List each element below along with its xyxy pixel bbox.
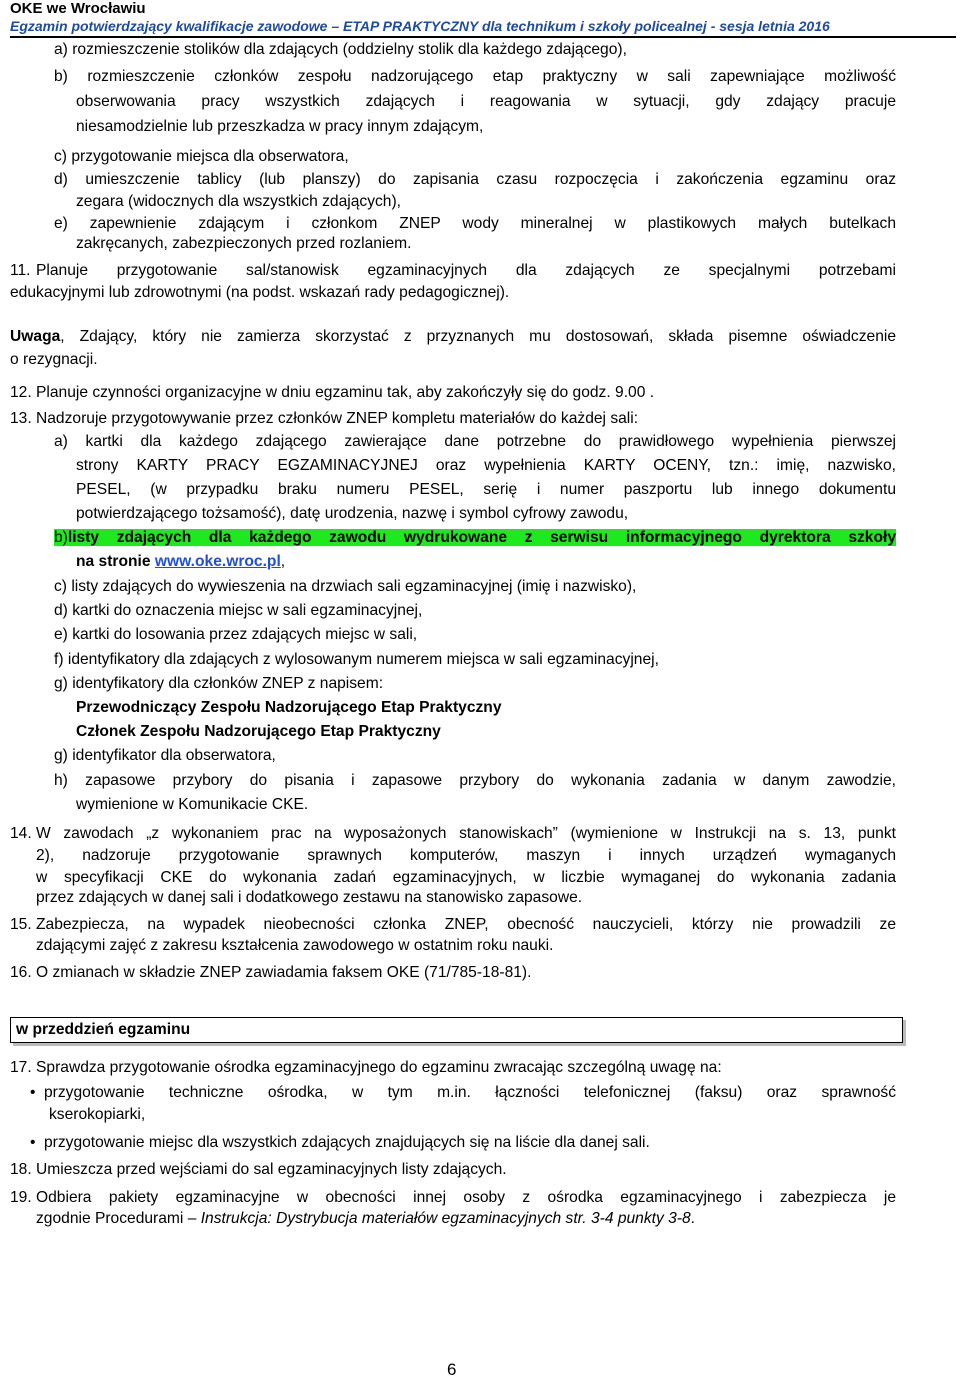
list-item-b-line2: obserwowania pracy wszystkich zdających i reagowania w sytuacji, gdy zdający pracuje [76,93,896,110]
item-17-bullet1-line2: kserokopiarki, [49,1106,146,1123]
item-13-a-line4: potwierdzającego tożsamość), datę urodzenia, nazwę i symbol cyfrowy zawodu, [76,505,629,522]
item-14-line1: W zawodach „z wykonaniem prac na wyposażonych stanowiskach” (wymienione w Instrukcji na s. 13, punkt [36,825,896,842]
list-item-d-line2: zegara (widocznych dla wszystkich zdających), [76,193,401,210]
item-14-number: 14. [10,825,32,842]
item-13-e: e) kartki do losowania przez zdających miejsc w sali, [54,626,418,643]
oke-website-link[interactable]: www.oke.wroc.pl [154,553,281,570]
header-subtitle: Egzamin potwierdzający kwalifikacje zawodowe – ETAP PRAKTYCZNY dla technikum i szkoły policealnej - sesja letnia 2016 [10,18,830,34]
item-13-b-text: listy zdających dla każdego zawodu wydrukowane z serwisu informacyjnego dyrektora szkoły [67,529,896,546]
item-15-number: 15. [10,916,32,933]
item-11-line1: Planuje przygotowanie sal/stanowisk egzaminacyjnych dla zdających ze specjalnymi potrzebami [36,262,896,279]
page-number: 6 [447,1360,457,1379]
item-17-bullet1-line1: przygotowanie techniczne ośrodka, w tym m.in. łączności telefonicznej (faksu) oraz sprawność [44,1084,896,1101]
item-17-bullet2: przygotowanie miejsc dla wszystkich zdających znajdujących się na liście dla danej sali. [44,1134,650,1151]
item-13-h-line2: wymienione w Komunikacie CKE. [76,796,309,813]
item-19-prefix: zgodnie Procedurami – [36,1210,201,1227]
item-13-b-comma: , [280,553,286,570]
note-label: Uwaga [10,328,61,345]
bullet-icon: • [30,1134,36,1151]
item-13-a-line2: strony KARTY PRACY EGZAMINACYJNEJ oraz wypełnienia KARTY OCENY, tzn.: imię, nazwisko, [76,457,896,474]
item-13-b-line1 [54,526,896,550]
item-17-number: 17. [10,1059,32,1076]
item-13-g: g) identyfikatory dla członków ZNEP z napisem: [54,675,384,692]
item-13-c: c) listy zdających do wywieszenia na drzwiach sali egzaminacyjnej (imię i nazwisko), [54,578,637,595]
item-13-text: Nadzoruje przygotowywanie przez członków ZNEP kompletu materiałów do każdej sali: [36,410,639,427]
list-item-b-line3: niesamodzielnie lub przeszkadza w pracy innym zdającym, [76,118,484,135]
item-18-number: 18. [10,1161,32,1178]
item-13-a-line3: PESEL, (w przypadku braku numeru PESEL, serię i numer paszportu lub innego dokumentu [76,481,896,498]
item-13-number: 13. [10,410,32,427]
item-12-text: Planuje czynności organizacyjne w dniu egzaminu tak, aby zakończyły się do godz. 9.00 . [36,384,655,401]
item-19-number: 19. [10,1189,32,1206]
note-text: , Zdający, który nie zamierza skorzystać z przyznanych mu dostosowań, składa pisemne oświadczenie [60,328,896,345]
item-13-g-badge2: Członek Zespołu Nadzorującego Etap Praktyczny [76,723,441,740]
item-13-a-line1: a) kartki dla każdego zdającego zawierające dane potrzebne do prawidłowego wypełnienia pierwszej [54,433,896,450]
note-line1 [10,325,896,349]
item-13-b-prefix: na stronie [76,553,155,570]
item-16-number: 16. [10,964,32,981]
item-19-period: . [690,1210,695,1227]
section-heading: w przeddzień egzaminu [10,1017,903,1043]
list-item-a: a) rozmieszczenie stolików dla zdających (oddzielny stolik dla każdego zdającego), [54,41,627,58]
item-14-line4: przez zdających w danej sali i dodatkowego zestawu na stanowisko zapasowe. [36,889,583,906]
item-11-line2: edukacyjnymi lub zdrowotnymi (na podst. wskazań rady pedagogicznej). [10,284,510,301]
item-12-number: 12. [10,384,32,401]
item-14-line2: 2), nadzoruje przygotowanie sprawnych komputerów, maszyn i innych urządzeń wymaganych [36,847,896,864]
item-13-g2: g) identyfikator dla obserwatora, [54,747,276,764]
bullet-icon: • [30,1084,36,1101]
item-13-b-letter: b) [54,529,68,546]
list-item-c: c) przygotowanie miejsca dla obserwatora, [54,148,349,165]
item-17-text: Sprawdza przygotowanie ośrodka egzaminacyjnego do egzaminu zwracając szczególną uwagę na: [36,1059,722,1076]
item-14-line3: w specyfikacji CKE do wykonania zadań egzaminacyjnych, w liczbie wymaganej do wykonania zadania [36,869,896,886]
item-11-number: 11. [10,262,31,279]
list-item-e-line1: e) zapewnienie zdającym i członkom ZNEP wody mineralnej w plastikowych małych butelkach [54,215,896,232]
item-19-line2 [36,1207,695,1231]
item-15-line1: Zabezpiecza, na wypadek nieobecności członka ZNEP, obecność nauczycieli, którzy nie prowadzili ze [36,916,896,933]
item-15-line2: zdającymi zajęć z zakresu kształcenia zawodowego w ostatnim roku nauki. [36,937,554,954]
item-18-text: Umieszcza przed wejściami do sal egzaminacyjnych listy zdających. [36,1161,507,1178]
item-13-g-badge1: Przewodniczący Zespołu Nadzorującego Etap Praktyczny [76,699,502,716]
item-13-f: f) identyfikatory dla zdających z wylosowanym numerem miejsca w sali egzaminacyjnej, [54,651,659,668]
list-item-e-line2: zakręcanych, zabezpieczonych przed rozlaniem. [76,235,412,252]
item-13-h-line1: h) zapasowe przybory do pisania i zapasowe przybory do wykonania zadania w danym zawodzie, [54,772,896,789]
list-item-d-line1: d) umieszczenie tablicy (lub planszy) do zapisania czasu rozpoczęcia i zakończenia egzaminu oraz [54,171,896,188]
note-line2: o rezygnacji. [10,351,98,368]
item-13-b-line2 [76,550,285,574]
page-header [10,0,956,35]
item-19-reference: Instrukcja: Dystrybucja materiałów egzaminacyjnych str. 3-4 punkty 3-8 [200,1210,691,1227]
item-13-d: d) kartki do oznaczenia miejsc w sali egzaminacyjnej, [54,602,423,619]
item-19-line1: Odbiera pakiety egzaminacyjne w obecności innej osoby z ośrodka egzaminacyjnego i zabezpiecza je [36,1189,896,1206]
item-16-text: O zmianach w składzie ZNEP zawiadamia faksem OKE (71/785-18-81). [36,964,532,981]
header-org: OKE we Wrocławiu [10,0,146,17]
list-item-b-line1: b) rozmieszczenie członków zespołu nadzorującego etap praktyczny w sali zapewniające możliwość [54,68,896,85]
